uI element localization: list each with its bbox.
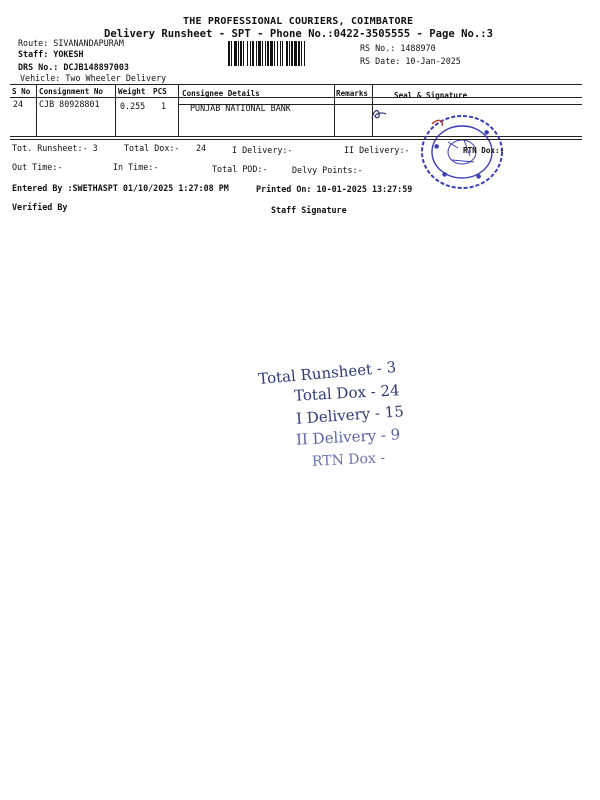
handwritten-ii-delivery: II Delivery - 9	[295, 425, 401, 449]
cell-consignee: PUNJAB NATIONAL BANK	[190, 103, 291, 113]
staff-signature: Staff Signature	[271, 205, 347, 215]
svg-text:●: ●	[442, 171, 448, 178]
handwritten-rtn-dox: RTN Dox -	[311, 450, 386, 470]
total-dox-value: 24	[196, 143, 207, 153]
col-divider-1	[36, 85, 37, 137]
col-divider-4	[334, 85, 335, 137]
barcode-bar	[305, 41, 306, 66]
signature-scribble	[368, 104, 394, 122]
delvy-points: Delvy Points:-	[292, 165, 363, 175]
rs-number: RS No.: 1488970	[360, 43, 436, 53]
header-remarks: Remarks	[336, 89, 369, 98]
ii-delivery: II Delivery:-	[344, 145, 410, 155]
header-consignee: Consignee Details	[182, 89, 260, 98]
header-seal: Seal & Signature	[394, 91, 468, 100]
svg-text:●: ●	[434, 143, 440, 150]
cell-pcs: 1	[161, 101, 167, 111]
rtn-dox: RTN Dox:-	[463, 146, 505, 155]
printed-on: Printed On: 10-01-2025 13:27:59	[256, 184, 413, 194]
staff-label: Staff: YOKESH	[18, 49, 84, 59]
route-label: Route: SIVANANDAPURAM	[18, 38, 124, 48]
cell-weight: 0.255	[120, 101, 146, 111]
table-header-rule	[10, 97, 582, 98]
header-consignment: Consignment No	[39, 87, 104, 96]
tot-runsheet: Tot. Runsheet:- 3	[12, 143, 98, 153]
header-pcs: PCS	[153, 87, 167, 96]
handwritten-total-runsheet: Total Runsheet - 3	[257, 358, 397, 388]
runsheet-title: Delivery Runsheet - SPT - Phone No.:0422-3505555 - Page No.:3	[104, 28, 494, 40]
company-title: THE PROFESSIONAL COURIERS, COIMBATORE	[183, 16, 414, 27]
total-dox-label: Total Dox:-	[124, 143, 180, 153]
svg-text:●: ●	[476, 173, 482, 180]
vehicle-label: Vehicle: Two Wheeler Delivery	[20, 73, 167, 83]
svg-text:●: ●	[484, 129, 490, 136]
total-pod: Total POD:-	[212, 164, 268, 174]
drs-label: DRS No.: DCJB148897003	[18, 62, 129, 72]
header-weight: Weight	[118, 87, 146, 96]
barcode	[228, 41, 356, 66]
entered-by: Entered By :SWETHASPT 01/10/2025 1:27:08 PM	[12, 183, 229, 193]
verified-by: Verified By	[12, 202, 68, 212]
rs-date: RS Date: 10-Jan-2025	[360, 56, 461, 66]
cell-consignment: CJB 80928801	[39, 99, 100, 109]
totals-top-rule	[10, 139, 582, 140]
handwritten-total-dox: Total Dox - 24	[293, 381, 401, 405]
col-divider-2	[115, 85, 116, 137]
header-sno: S No	[12, 87, 31, 96]
i-delivery: I Delivery:-	[232, 145, 293, 155]
in-time: In Time:-	[113, 162, 159, 172]
handwritten-i-delivery: I Delivery - 15	[295, 402, 405, 428]
col-divider-3	[178, 85, 179, 137]
out-time: Out Time:-	[12, 162, 63, 172]
cell-sno: 24	[13, 99, 24, 109]
table-top-rule	[10, 84, 582, 85]
